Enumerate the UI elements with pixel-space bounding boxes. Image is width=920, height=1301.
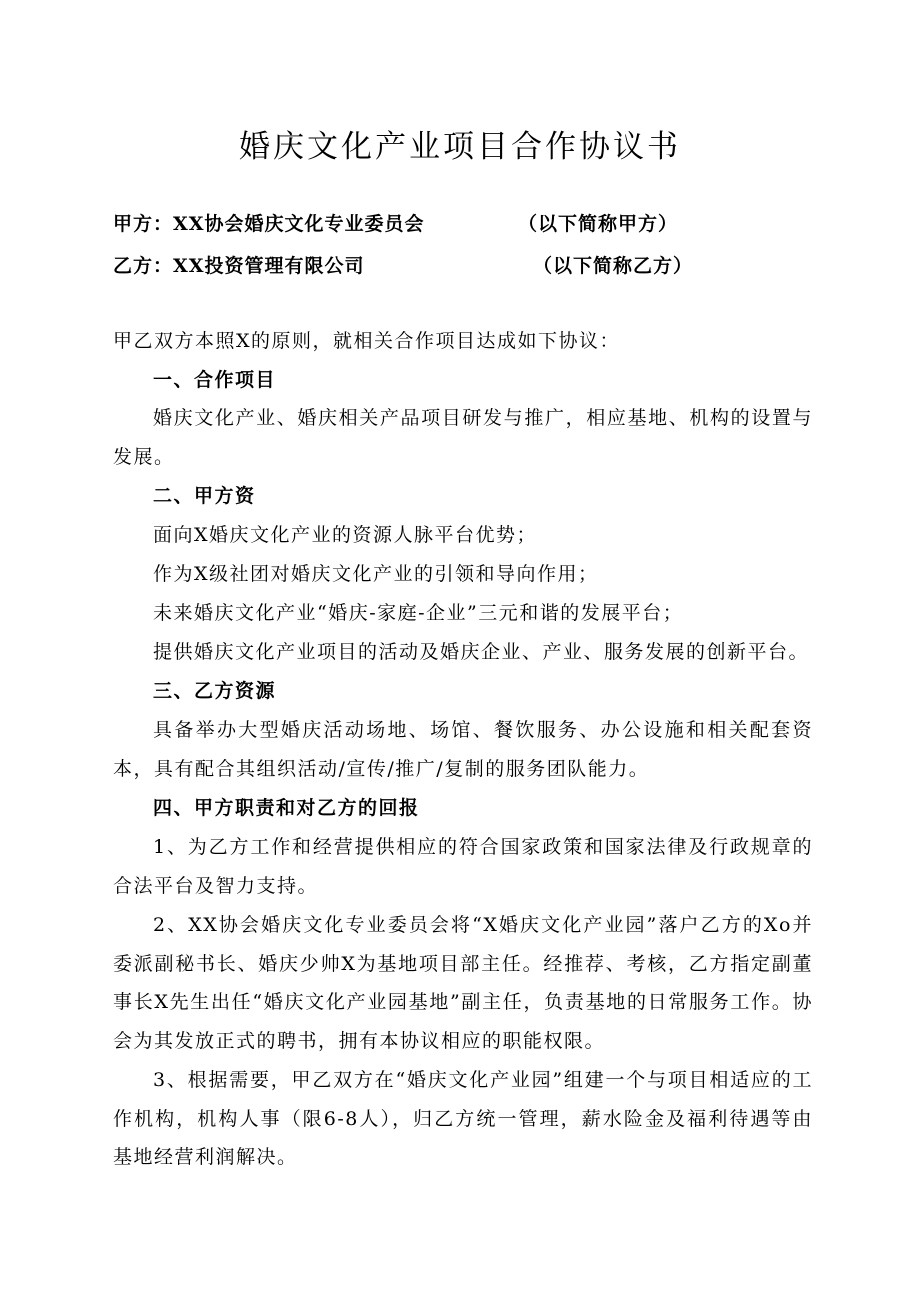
section-heading-3: 三、乙方资源 (153, 680, 277, 702)
intro-paragraph: 甲乙双方本照X的原则，就相关合作项目达成如下协议： (113, 330, 621, 352)
section-heading-2: 二、甲方资 (153, 485, 256, 507)
section-heading-4: 四、甲方职责和对乙方的回报 (153, 797, 420, 819)
section-2-line: 未来婚庆文化产业“婚庆-家庭-企业”三元和谐的发展平台； (153, 602, 684, 624)
section-2-line: 提供婚庆文化产业项目的活动及婚庆企业、产业、服务发展的创新平台。 (153, 641, 810, 663)
clause-item: 2、XX协会婚庆文化专业委员会将“X婚庆文化产业园”落户乙方的Xo并委派副秘书长、婚庆少帅X为基地项目部主任。经推荐、考核，乙方指定副董事长X先生出任“婚庆文化产业园基地”副主任，负责基地的日常服务工作。协会为其发放正式的聘书，拥有本协议相应的职能权限。 (113, 914, 813, 1052)
clause-item: 3、根据需要，甲乙双方在“婚庆文化产业园”组建一个与项目相适应的工作机构，机构人事（限6-8人），归乙方统一管理，薪水险金及福利待遇等由基地经营利润解决。 (113, 1069, 813, 1169)
section-body-1: 婚庆文化产业、婚庆相关产品项目研发与推广，相应基地、机构的设置与发展。 (113, 407, 813, 468)
party-a-label: 甲方：XX协会婚庆文化专业委员会 (113, 213, 425, 235)
section-heading-1: 一、合作项目 (153, 369, 277, 391)
section-body-3: 具备举办大型婚庆活动场地、场馆、餐饮服务、办公设施和相关配套资本，具有配合其组织活动/宣传/推广/复制的服务团队能力。 (113, 719, 813, 780)
section-2-line: 作为X级社团对婚庆文化产业的引领和导向作用； (153, 563, 599, 585)
party-b-label: 乙方：XX投资管理有限公司 (113, 255, 365, 277)
document-title: 婚庆文化产业项目合作协议书 (239, 129, 681, 165)
section-2-line: 面向X婚庆文化产业的资源人脉平台优势； (153, 524, 538, 546)
party-b-line (113, 250, 694, 282)
party-b-abbr: （以下简称乙方） (533, 255, 694, 277)
clause-item: 1、为乙方工作和经营提供相应的符合国家政策和国家法律及行政规章的合法平台及智力支持。 (113, 836, 813, 897)
party-a-abbr: （以下简称甲方） (518, 213, 679, 235)
party-a-line (113, 208, 679, 240)
